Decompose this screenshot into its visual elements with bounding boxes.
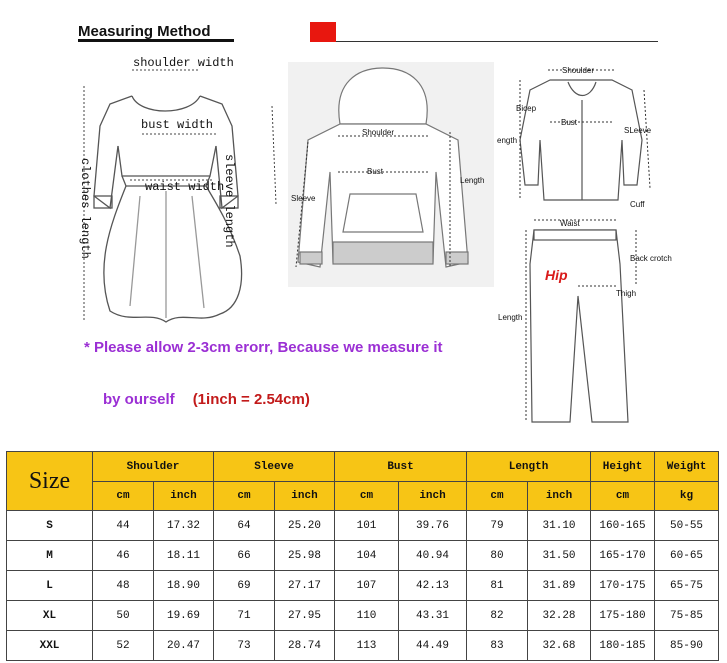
- unit-header: inch: [275, 482, 335, 511]
- measurement-cell: 28.74: [275, 631, 335, 661]
- measurement-cell: 31.50: [528, 541, 591, 571]
- measurement-cell: 20.47: [154, 631, 214, 661]
- measurement-cell: 110: [335, 601, 399, 631]
- dress-shoulder-label: shoulder width: [133, 56, 234, 70]
- table-row: [7, 511, 719, 541]
- measurement-cell: 73: [214, 631, 275, 661]
- pants-drawing: [520, 216, 670, 431]
- shirt-length-label: ength: [497, 136, 518, 145]
- measurement-cell: 39.76: [399, 511, 467, 541]
- measurement-cell: 31.10: [528, 511, 591, 541]
- measurement-cell: 180-185: [591, 631, 655, 661]
- measurement-cell: 85-90: [655, 631, 719, 661]
- group-header: Bust: [335, 452, 467, 482]
- size-cell: L: [7, 571, 93, 601]
- measurement-cell: 82: [467, 601, 528, 631]
- group-header: Shoulder: [93, 452, 214, 482]
- measurement-cell: 32.68: [528, 631, 591, 661]
- measurement-cell: 80: [467, 541, 528, 571]
- measurement-cell: 43.31: [399, 601, 467, 631]
- measurement-cell: 46: [93, 541, 154, 571]
- size-table-body: [7, 511, 719, 661]
- unit-header: cm: [214, 482, 275, 511]
- measurement-cell: 50: [93, 601, 154, 631]
- measurement-cell: 32.28: [528, 601, 591, 631]
- pants-waist-label: Waist: [560, 219, 580, 228]
- dress-length-label: clothes length: [78, 158, 92, 259]
- measurement-cell: 83: [467, 631, 528, 661]
- hoodie-shoulder-label: Shoulder: [362, 128, 395, 137]
- shirt-bicep-label: Bicep: [516, 104, 537, 113]
- unit-header: cm: [591, 482, 655, 511]
- dress-waist-label: waist width: [145, 180, 225, 194]
- measurement-cell: 64: [214, 511, 275, 541]
- group-header: Length: [467, 452, 591, 482]
- measurement-cell: 60-65: [655, 541, 719, 571]
- measurement-cell: 107: [335, 571, 399, 601]
- size-cell: XXL: [7, 631, 93, 661]
- measurement-cell: 25.20: [275, 511, 335, 541]
- unit-header: kg: [655, 482, 719, 511]
- measurement-cell: 160-165: [591, 511, 655, 541]
- hoodie-sleeve-label: Sleeve: [291, 194, 316, 203]
- measurement-cell: 81: [467, 571, 528, 601]
- header-red-block: [310, 22, 336, 42]
- unit-header: cm: [93, 482, 154, 511]
- measurement-cell: 48: [93, 571, 154, 601]
- error-tolerance-note-cont: [103, 391, 310, 408]
- unit-header: inch: [154, 482, 214, 511]
- pants-hip-label: Hip: [545, 267, 568, 283]
- shirt-shoulder-label: Shoulder: [562, 66, 595, 75]
- note-line2: by ourself: [103, 391, 175, 408]
- table-row: [7, 541, 719, 571]
- table-row: [7, 631, 719, 661]
- pants-thigh-label: Thigh: [616, 289, 637, 298]
- size-column-header: Size: [7, 452, 93, 511]
- measurement-cell: 31.89: [528, 571, 591, 601]
- measurement-cell: 52: [93, 631, 154, 661]
- measuring-method-header: [78, 22, 658, 44]
- measurement-cell: 79: [467, 511, 528, 541]
- measurement-cell: 113: [335, 631, 399, 661]
- measurement-cell: 165-170: [591, 541, 655, 571]
- error-tolerance-note: * Please allow 2-3cm erorr, Because we measure it: [84, 339, 443, 356]
- measurement-cell: 66: [214, 541, 275, 571]
- hoodie-bust-label: Bust: [367, 167, 384, 176]
- measurement-cell: 18.11: [154, 541, 214, 571]
- table-row: [7, 601, 719, 631]
- measurement-cell: 18.90: [154, 571, 214, 601]
- shirt-cuff-label: Cuff: [630, 200, 645, 209]
- group-header: Weight: [655, 452, 719, 482]
- pants-back-crotch-label: Back crotch: [630, 254, 672, 263]
- shirt-drawing: [500, 60, 660, 210]
- measurement-cell: 27.17: [275, 571, 335, 601]
- unit-header: cm: [335, 482, 399, 511]
- dress-sleeve-label: sleeve length: [222, 154, 236, 248]
- size-cell: M: [7, 541, 93, 571]
- measurement-cell: 42.13: [399, 571, 467, 601]
- unit-header: inch: [399, 482, 467, 511]
- size-cell: XL: [7, 601, 93, 631]
- measurement-cell: 71: [214, 601, 275, 631]
- measurement-cell: 44.49: [399, 631, 467, 661]
- pants-length-label: Length: [498, 313, 523, 322]
- measurement-cell: 175-180: [591, 601, 655, 631]
- table-row: [7, 571, 719, 601]
- measurement-cell: 65-75: [655, 571, 719, 601]
- measurement-cell: 40.94: [399, 541, 467, 571]
- measurement-cell: 27.95: [275, 601, 335, 631]
- measurement-cell: 69: [214, 571, 275, 601]
- size-chart-table: [6, 451, 719, 661]
- measurement-cell: 170-175: [591, 571, 655, 601]
- inch-conversion-note: (1inch = 2.54cm): [192, 391, 310, 408]
- measurement-cell: 104: [335, 541, 399, 571]
- table-unit-row: [7, 482, 719, 511]
- measurement-cell: 44: [93, 511, 154, 541]
- measurement-cell: 19.69: [154, 601, 214, 631]
- hoodie-length-label: Length: [460, 176, 485, 185]
- hoodie-drawing: [288, 62, 494, 287]
- measurement-cell: 17.32: [154, 511, 214, 541]
- dress-bust-label: bust width: [141, 118, 214, 132]
- group-header: Sleeve: [214, 452, 335, 482]
- header-title: Measuring Method: [78, 22, 234, 42]
- unit-header: cm: [467, 482, 528, 511]
- table-header-row: [7, 452, 719, 482]
- shirt-sleeve-label: SLeeve: [624, 126, 652, 135]
- measurement-cell: 101: [335, 511, 399, 541]
- header-rule: [336, 41, 658, 42]
- measurement-cell: 75-85: [655, 601, 719, 631]
- measurement-cell: 50-55: [655, 511, 719, 541]
- measurement-illustrations: [0, 46, 727, 436]
- shirt-bust-label: Bust: [561, 118, 578, 127]
- group-header: Height: [591, 452, 655, 482]
- unit-header: inch: [528, 482, 591, 511]
- measurement-cell: 25.98: [275, 541, 335, 571]
- size-cell: S: [7, 511, 93, 541]
